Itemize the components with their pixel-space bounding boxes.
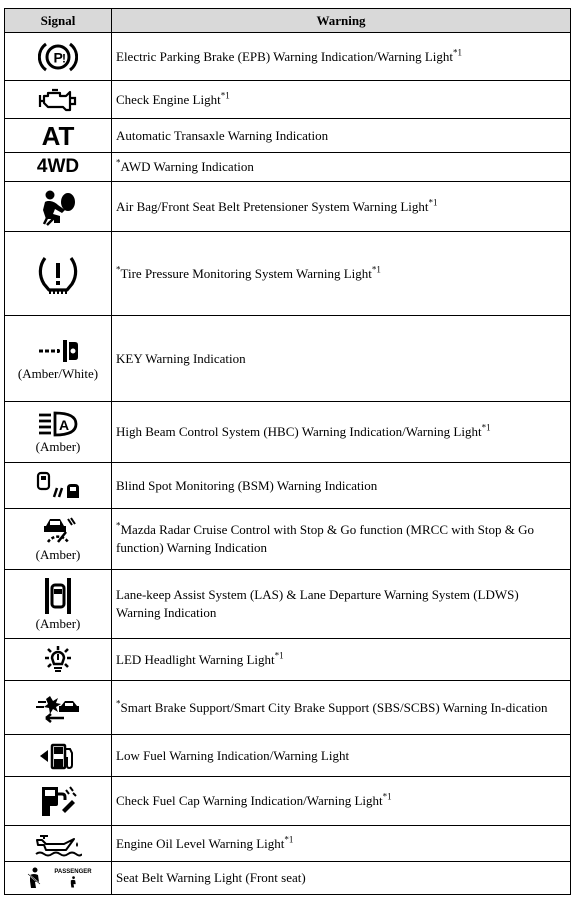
row-text: Seat Belt Warning Light (Front seat) xyxy=(116,870,306,885)
table-row xyxy=(5,681,571,735)
passenger-seat-belt-icon xyxy=(67,876,79,888)
table-row xyxy=(5,402,571,463)
airbag-icon xyxy=(38,188,78,226)
color-note: (Amber) xyxy=(35,547,81,562)
table-row xyxy=(5,182,571,232)
asterisk-mark: * xyxy=(116,698,121,709)
color-note: (Amber) xyxy=(35,616,81,631)
svg-text:A: A xyxy=(59,417,70,433)
seat-belt-icon xyxy=(24,867,44,889)
color-note: (Amber) xyxy=(35,439,81,454)
row-text: Mazda Radar Cruise Control with Stop & Go function (MRCC with Stop & Go function) Warning Indication xyxy=(116,522,534,555)
footnote-mark: *1 xyxy=(220,90,230,101)
row-text: Engine Oil Level Warning Light xyxy=(116,835,285,851)
4wd-text-icon: 4WD xyxy=(36,156,80,177)
footnote-mark: *1 xyxy=(382,791,392,802)
smart-brake-icon xyxy=(34,692,82,724)
signal-column-header: Signal xyxy=(5,9,112,33)
row-text: AWD Warning Indication xyxy=(120,159,254,174)
table-row xyxy=(5,81,571,119)
row-text: Check Fuel Cap Warning Indication/Warning Light xyxy=(116,793,383,808)
key-icon xyxy=(36,337,80,365)
table-row xyxy=(5,639,571,681)
row-text: Lane-keep Assist System (LAS) & Lane Departure Warning System (LDWS) Warning Indication xyxy=(116,587,519,620)
row-text: Check Engine Light xyxy=(116,91,221,107)
row-text: Air Bag/Front Seat Belt Pretensioner System Warning Light xyxy=(116,198,429,214)
row-text: Tire Pressure Monitoring System Warning Light xyxy=(120,265,372,281)
footnote-mark: *1 xyxy=(284,834,294,845)
table-row xyxy=(5,862,571,895)
passenger-label: PASSENGER xyxy=(54,868,92,875)
asterisk-mark: * xyxy=(116,520,121,531)
table-row xyxy=(5,735,571,777)
row-text: LED Headlight Warning Light xyxy=(116,651,275,667)
footnote-mark: *1 xyxy=(428,197,438,208)
table-row xyxy=(5,232,571,316)
color-note: (Amber/White) xyxy=(17,365,99,381)
low-fuel-icon xyxy=(38,741,78,771)
radar-cruise-icon xyxy=(38,516,78,546)
asterisk-mark: * xyxy=(116,157,121,168)
parking-brake-icon xyxy=(38,39,78,75)
led-headlight-icon xyxy=(40,644,76,676)
table-row xyxy=(5,33,571,81)
row-text: Low Fuel Warning Indication/Warning Light xyxy=(116,747,350,763)
blind-spot-icon xyxy=(35,471,81,501)
table-row xyxy=(5,153,571,182)
row-text: KEY Warning Indication xyxy=(116,350,246,366)
table-row xyxy=(5,463,571,509)
warning-column-header: Warning xyxy=(112,9,571,33)
table-row xyxy=(5,509,571,570)
svg-text:P: P xyxy=(53,49,63,65)
table-row xyxy=(5,826,571,862)
svg-text:!: ! xyxy=(62,51,66,65)
table-row xyxy=(5,316,571,402)
at-text-icon: AT xyxy=(41,120,75,151)
table-row xyxy=(5,570,571,639)
row-text: Blind Spot Monitoring (BSM) Warning Indication xyxy=(116,477,378,493)
row-text: Automatic Transaxle Warning Indication xyxy=(116,127,329,143)
row-text: High Beam Control System (HBC) Warning Indication/Warning Light xyxy=(116,424,482,439)
table-header-row xyxy=(5,9,571,33)
footnote-mark: *1 xyxy=(481,422,491,433)
table-row xyxy=(5,777,571,826)
footnote-mark: *1 xyxy=(371,264,381,275)
lane-keep-icon xyxy=(43,577,73,615)
fuel-cap-icon xyxy=(38,784,78,818)
warning-table-page xyxy=(4,8,570,895)
tire-pressure-icon xyxy=(36,254,80,294)
footnote-mark: *1 xyxy=(274,650,284,661)
warning-signal-table xyxy=(4,8,571,895)
oil-level-icon xyxy=(34,830,82,858)
footnote-mark: *1 xyxy=(453,47,463,58)
row-text: Electric Parking Brake (EPB) Warning Indication/Warning Light xyxy=(116,48,454,64)
check-engine-icon xyxy=(37,87,79,113)
table-row xyxy=(5,119,571,153)
high-beam-auto-icon xyxy=(36,410,80,438)
row-text: Smart Brake Support/Smart City Brake Support (SBS/SCBS) Warning In-dication xyxy=(120,699,548,715)
asterisk-mark: * xyxy=(116,264,121,275)
